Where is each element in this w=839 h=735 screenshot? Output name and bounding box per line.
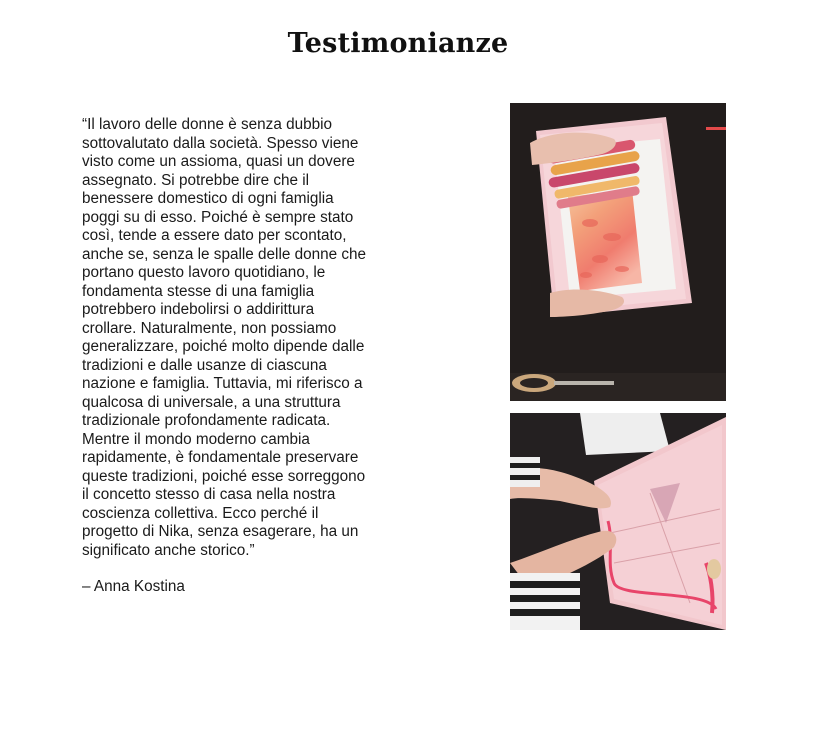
photo-embroidery-threads-image — [510, 103, 726, 401]
photo-embroidering-hands — [510, 413, 726, 630]
testimonial-quote — [82, 116, 372, 597]
page-title: Testimonianze — [287, 28, 509, 59]
quote-text: “Il lavoro delle donne è senza dubbio sottovalutato dalla società. Spesso viene visto come un assioma, quasi un dovere assegnato. Si potrebbe dire che il benessere domestico di ogni famiglia poggi su di esso. Poiché è sempre stato così, tende a essere dato per scontato, anche se, senza le spalle delle donne che portano questo lavoro quotidiano, le fondamenta stesse di una famiglia potrebbero indebolirsi o addirittura crollare. Naturalmente, non possiamo generalizzare, poiché molto dipende dalle tradizioni e dalle usanze di ciascuna nazione e famiglia. Tuttavia, mi riferisco a qualcosa di universale, a una struttura tradizionale profondamente radicata. Mentre il mondo moderno cambia rapidamente, è fondamentale preservare queste tradizioni, poiché esse sorreggono il concetto stesso di casa nella nostra coscienza collettiva. Ecco perché il progetto di Nika, senza esagerare, ha un significato anche storico.” — [82, 116, 367, 559]
photo-embroidery-threads — [510, 103, 726, 401]
quote-author: – Anna Kostina — [82, 578, 185, 595]
photo-embroidering-hands-image — [510, 413, 726, 630]
